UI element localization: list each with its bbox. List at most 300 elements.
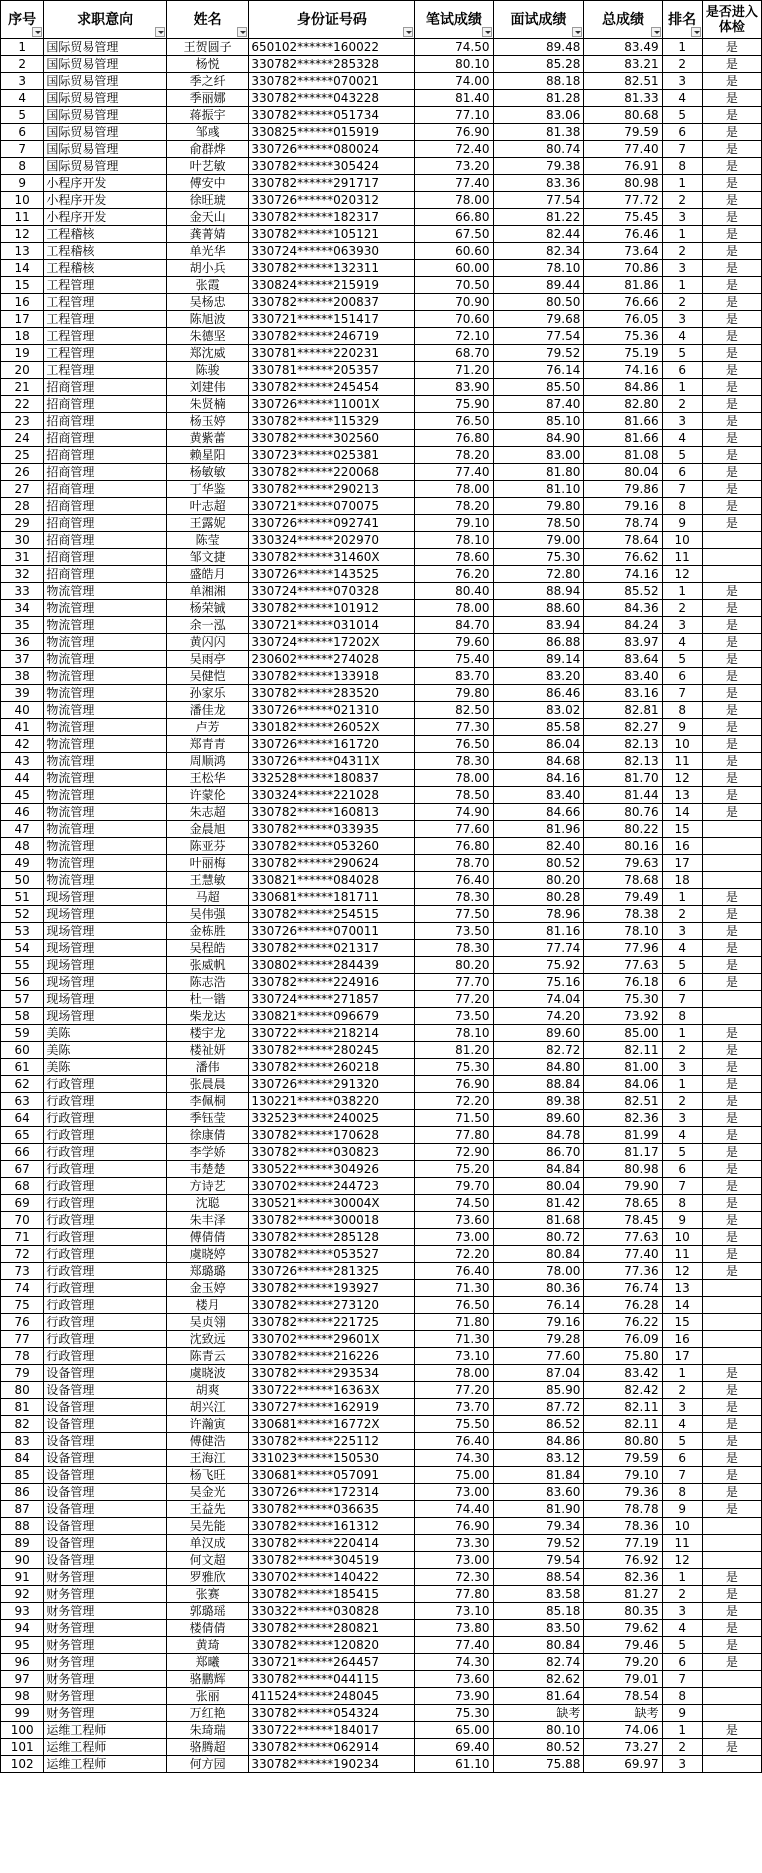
table-row (1, 532, 762, 549)
name-cell: 邹彧 (166, 124, 248, 141)
total-score-cell: 79.20 (584, 1654, 662, 1671)
id-number-cell: 332528******180837 (249, 770, 415, 787)
table-row (1, 1535, 762, 1552)
seq-cell: 35 (1, 617, 44, 634)
rank-cell: 2 (662, 396, 702, 413)
name-cell: 金天山 (166, 209, 248, 226)
position-cell: 设备管理 (44, 1518, 167, 1535)
total-score-cell: 82.11 (584, 1399, 662, 1416)
interview-score-cell: 79.52 (493, 1535, 584, 1552)
id-number-cell: 330782******293534 (249, 1365, 415, 1382)
written-score-cell: 78.00 (415, 481, 493, 498)
total-score-cell: 82.81 (584, 702, 662, 719)
rank-cell: 5 (662, 1144, 702, 1161)
physical-exam-cell (702, 991, 761, 1008)
interview-score-cell: 81.38 (493, 124, 584, 141)
name-cell: 郑曦 (166, 1654, 248, 1671)
table-row (1, 1450, 762, 1467)
total-score-cell: 76.46 (584, 226, 662, 243)
name-cell: 黄闪闪 (166, 634, 248, 651)
written-score-cell: 78.30 (415, 753, 493, 770)
seq-cell: 74 (1, 1280, 44, 1297)
written-score-cell: 75.20 (415, 1161, 493, 1178)
written-score-cell: 73.20 (415, 158, 493, 175)
name-cell: 俞群烨 (166, 141, 248, 158)
name-cell: 王海江 (166, 1450, 248, 1467)
physical-exam-cell (702, 872, 761, 889)
position-cell: 行政管理 (44, 1161, 167, 1178)
rank-cell: 9 (662, 719, 702, 736)
physical-exam-cell: 是 (702, 906, 761, 923)
position-cell: 招商管理 (44, 430, 167, 447)
rank-cell: 4 (662, 1620, 702, 1637)
table-row (1, 1297, 762, 1314)
id-number-cell: 330782******220068 (249, 464, 415, 481)
table-row (1, 549, 762, 566)
position-cell: 现场管理 (44, 957, 167, 974)
rank-cell: 10 (662, 1229, 702, 1246)
table-header (1, 1, 762, 39)
total-score-cell: 80.04 (584, 464, 662, 481)
table-row (1, 1229, 762, 1246)
interview-score-cell: 86.04 (493, 736, 584, 753)
id-number-cell: 330782******216226 (249, 1348, 415, 1365)
rank-cell: 3 (662, 1756, 702, 1773)
total-score-cell: 77.40 (584, 141, 662, 158)
rank-cell: 17 (662, 1348, 702, 1365)
written-score-cell: 78.10 (415, 532, 493, 549)
position-cell: 工程管理 (44, 311, 167, 328)
rank-cell: 5 (662, 447, 702, 464)
interview-score-cell: 83.00 (493, 447, 584, 464)
rank-cell: 1 (662, 277, 702, 294)
name-cell: 蒋振宇 (166, 107, 248, 124)
physical-exam-cell (702, 1671, 761, 1688)
written-score-cell: 60.00 (415, 260, 493, 277)
id-number-cell: 330782******283520 (249, 685, 415, 702)
physical-exam-cell: 是 (702, 923, 761, 940)
name-cell: 楼祉妍 (166, 1042, 248, 1059)
table-row (1, 1705, 762, 1722)
name-cell: 杨敏敏 (166, 464, 248, 481)
position-cell: 设备管理 (44, 1501, 167, 1518)
written-score-cell: 84.70 (415, 617, 493, 634)
table-row (1, 328, 762, 345)
interview-score-cell: 89.38 (493, 1093, 584, 1110)
id-number-cell: 330724******17202X (249, 634, 415, 651)
id-number-cell: 330825******015919 (249, 124, 415, 141)
rank-cell: 3 (662, 923, 702, 940)
name-cell: 单湘湘 (166, 583, 248, 600)
seq-cell: 70 (1, 1212, 44, 1229)
name-cell: 王露妮 (166, 515, 248, 532)
id-number-cell: 330726******143525 (249, 566, 415, 583)
interview-score-cell: 75.30 (493, 549, 584, 566)
position-cell: 物流管理 (44, 753, 167, 770)
name-cell: 许瀚寅 (166, 1416, 248, 1433)
rank-cell: 3 (662, 209, 702, 226)
seq-cell: 75 (1, 1297, 44, 1314)
written-score-cell: 74.30 (415, 1450, 493, 1467)
table-row (1, 1008, 762, 1025)
written-score-cell: 76.90 (415, 1518, 493, 1535)
interview-score-cell: 74.20 (493, 1008, 584, 1025)
interview-score-cell: 75.16 (493, 974, 584, 991)
position-cell: 设备管理 (44, 1399, 167, 1416)
position-cell: 行政管理 (44, 1280, 167, 1297)
table-row (1, 957, 762, 974)
rank-cell: 13 (662, 1280, 702, 1297)
table-row (1, 702, 762, 719)
name-cell: 沈致远 (166, 1331, 248, 1348)
written-score-cell: 77.80 (415, 1127, 493, 1144)
physical-exam-cell: 是 (702, 73, 761, 90)
rank-cell: 1 (662, 175, 702, 192)
interview-score-cell: 79.52 (493, 345, 584, 362)
physical-exam-cell: 是 (702, 1076, 761, 1093)
position-cell: 行政管理 (44, 1076, 167, 1093)
table-row (1, 1059, 762, 1076)
rank-cell: 11 (662, 549, 702, 566)
total-score-cell: 79.16 (584, 498, 662, 515)
filter-dropdown-icon[interactable] (403, 27, 413, 37)
interview-score-cell: 84.66 (493, 804, 584, 821)
table-row (1, 1025, 762, 1042)
total-score-cell: 80.22 (584, 821, 662, 838)
total-score-cell: 83.40 (584, 668, 662, 685)
table-row (1, 1671, 762, 1688)
rank-cell: 16 (662, 1331, 702, 1348)
interview-score-cell: 77.54 (493, 328, 584, 345)
physical-exam-cell: 是 (702, 719, 761, 736)
seq-cell: 92 (1, 1586, 44, 1603)
seq-cell: 15 (1, 277, 44, 294)
physical-exam-cell: 是 (702, 498, 761, 515)
seq-cell: 78 (1, 1348, 44, 1365)
interview-score-cell: 89.60 (493, 1110, 584, 1127)
written-score-cell: 74.50 (415, 1195, 493, 1212)
header-interview-score-label: 面试成绩 (510, 11, 567, 28)
name-cell: 叶丽梅 (166, 855, 248, 872)
interview-score-cell: 79.00 (493, 532, 584, 549)
total-score-cell: 83.97 (584, 634, 662, 651)
id-number-cell: 330726******04311X (249, 753, 415, 770)
id-number-cell: 330322******030828 (249, 1603, 415, 1620)
position-cell: 物流管理 (44, 634, 167, 651)
id-number-cell: 330782******245454 (249, 379, 415, 396)
total-score-cell: 75.36 (584, 328, 662, 345)
table-row (1, 226, 762, 243)
written-score-cell: 80.20 (415, 957, 493, 974)
name-cell: 潘佳龙 (166, 702, 248, 719)
seq-cell: 55 (1, 957, 44, 974)
written-score-cell: 75.30 (415, 1705, 493, 1722)
interview-score-cell: 79.28 (493, 1331, 584, 1348)
id-number-cell: 330782******053260 (249, 838, 415, 855)
table-row (1, 1399, 762, 1416)
id-number-cell: 330781******205357 (249, 362, 415, 379)
table-row (1, 668, 762, 685)
total-score-cell: 77.40 (584, 1246, 662, 1263)
written-score-cell: 72.40 (415, 141, 493, 158)
physical-exam-cell (702, 1297, 761, 1314)
total-score-cell: 79.36 (584, 1484, 662, 1501)
position-cell: 行政管理 (44, 1178, 167, 1195)
seq-cell: 38 (1, 668, 44, 685)
total-score-cell: 82.11 (584, 1416, 662, 1433)
position-cell: 物流管理 (44, 668, 167, 685)
rank-cell: 17 (662, 855, 702, 872)
seq-cell: 21 (1, 379, 44, 396)
position-cell: 工程管理 (44, 277, 167, 294)
interview-score-cell: 84.80 (493, 1059, 584, 1076)
name-cell: 卢芳 (166, 719, 248, 736)
interview-score-cell: 85.18 (493, 1603, 584, 1620)
physical-exam-cell: 是 (702, 1195, 761, 1212)
rank-cell: 7 (662, 685, 702, 702)
rank-cell: 6 (662, 124, 702, 141)
interview-score-cell: 80.20 (493, 872, 584, 889)
interview-score-cell: 80.84 (493, 1637, 584, 1654)
position-cell: 国际贸易管理 (44, 141, 167, 158)
position-cell: 财务管理 (44, 1586, 167, 1603)
rank-cell: 6 (662, 362, 702, 379)
position-cell: 行政管理 (44, 1110, 167, 1127)
position-cell: 行政管理 (44, 1314, 167, 1331)
physical-exam-cell: 是 (702, 277, 761, 294)
position-cell: 现场管理 (44, 923, 167, 940)
id-number-cell: 330726******11001X (249, 396, 415, 413)
rank-cell: 3 (662, 617, 702, 634)
total-score-cell: 81.86 (584, 277, 662, 294)
physical-exam-cell (702, 1518, 761, 1535)
table-row (1, 923, 762, 940)
interview-score-cell: 82.44 (493, 226, 584, 243)
filter-dropdown-icon[interactable] (651, 27, 661, 37)
position-cell: 小程序开发 (44, 192, 167, 209)
position-cell: 运维工程师 (44, 1756, 167, 1773)
position-cell: 现场管理 (44, 906, 167, 923)
id-number-cell: 330681******057091 (249, 1467, 415, 1484)
physical-exam-cell: 是 (702, 1620, 761, 1637)
written-score-cell: 77.40 (415, 464, 493, 481)
total-score-cell: 77.72 (584, 192, 662, 209)
id-number-cell: 330782******304519 (249, 1552, 415, 1569)
position-cell: 国际贸易管理 (44, 158, 167, 175)
interview-score-cell: 84.86 (493, 1433, 584, 1450)
position-cell: 行政管理 (44, 1263, 167, 1280)
seq-cell: 82 (1, 1416, 44, 1433)
filter-dropdown-icon[interactable] (482, 27, 492, 37)
seq-cell: 56 (1, 974, 44, 991)
total-score-cell: 81.17 (584, 1144, 662, 1161)
interview-score-cell: 81.84 (493, 1467, 584, 1484)
table-row (1, 294, 762, 311)
rank-cell: 4 (662, 1127, 702, 1144)
total-score-cell: 76.22 (584, 1314, 662, 1331)
rank-cell: 4 (662, 1416, 702, 1433)
rank-cell: 1 (662, 39, 702, 56)
filter-dropdown-icon[interactable] (572, 27, 582, 37)
written-score-cell: 76.40 (415, 1433, 493, 1450)
position-cell: 设备管理 (44, 1484, 167, 1501)
interview-score-cell: 81.80 (493, 464, 584, 481)
header-id-number (249, 1, 415, 39)
written-score-cell: 75.40 (415, 651, 493, 668)
written-score-cell: 71.50 (415, 1110, 493, 1127)
total-score-cell: 79.63 (584, 855, 662, 872)
rank-cell: 10 (662, 532, 702, 549)
rank-cell: 14 (662, 804, 702, 821)
table-row (1, 243, 762, 260)
physical-exam-cell: 是 (702, 1144, 761, 1161)
total-score-cell: 74.16 (584, 362, 662, 379)
seq-cell: 14 (1, 260, 44, 277)
interview-score-cell: 88.60 (493, 600, 584, 617)
id-number-cell: 230602******274028 (249, 651, 415, 668)
written-score-cell: 82.50 (415, 702, 493, 719)
table-row (1, 1501, 762, 1518)
id-number-cell: 330721******031014 (249, 617, 415, 634)
seq-cell: 18 (1, 328, 44, 345)
position-cell: 财务管理 (44, 1688, 167, 1705)
header-rank (662, 1, 702, 39)
id-number-cell: 330722******184017 (249, 1722, 415, 1739)
id-number-cell: 330782******161312 (249, 1518, 415, 1535)
interview-score-cell: 83.36 (493, 175, 584, 192)
rank-cell: 5 (662, 345, 702, 362)
written-score-cell: 83.90 (415, 379, 493, 396)
position-cell: 小程序开发 (44, 175, 167, 192)
name-cell: 赖星阳 (166, 447, 248, 464)
rank-cell: 2 (662, 56, 702, 73)
physical-exam-cell: 是 (702, 617, 761, 634)
interview-score-cell: 77.54 (493, 192, 584, 209)
seq-cell: 40 (1, 702, 44, 719)
physical-exam-cell: 是 (702, 1246, 761, 1263)
rank-cell: 11 (662, 1535, 702, 1552)
filter-dropdown-icon[interactable] (155, 27, 165, 37)
physical-exam-cell: 是 (702, 1739, 761, 1756)
physical-exam-cell: 是 (702, 1212, 761, 1229)
name-cell: 季钰莹 (166, 1110, 248, 1127)
position-cell: 行政管理 (44, 1093, 167, 1110)
filter-dropdown-icon[interactable] (691, 27, 701, 37)
total-score-cell: 81.27 (584, 1586, 662, 1603)
physical-exam-cell (702, 1331, 761, 1348)
id-number-cell: 330782******291717 (249, 175, 415, 192)
table-row (1, 1042, 762, 1059)
position-cell: 物流管理 (44, 685, 167, 702)
id-number-cell: 330802******284439 (249, 957, 415, 974)
table-row (1, 753, 762, 770)
interview-score-cell: 82.34 (493, 243, 584, 260)
name-cell: 张霞 (166, 277, 248, 294)
physical-exam-cell: 是 (702, 260, 761, 277)
table-row (1, 1076, 762, 1093)
seq-cell: 65 (1, 1127, 44, 1144)
interview-score-cell: 81.96 (493, 821, 584, 838)
total-score-cell: 82.13 (584, 753, 662, 770)
physical-exam-cell: 是 (702, 396, 761, 413)
total-score-cell: 79.59 (584, 1450, 662, 1467)
table-row (1, 770, 762, 787)
physical-exam-cell (702, 821, 761, 838)
id-number-cell: 330722******218214 (249, 1025, 415, 1042)
name-cell: 邹文捷 (166, 549, 248, 566)
seq-cell: 47 (1, 821, 44, 838)
id-number-cell: 330522******304926 (249, 1161, 415, 1178)
rank-cell: 3 (662, 1399, 702, 1416)
name-cell: 张丽 (166, 1688, 248, 1705)
seq-cell: 17 (1, 311, 44, 328)
filter-dropdown-icon[interactable] (32, 27, 42, 37)
written-score-cell: 76.50 (415, 413, 493, 430)
table-row (1, 1722, 762, 1739)
interview-score-cell: 77.74 (493, 940, 584, 957)
seq-cell: 102 (1, 1756, 44, 1773)
position-cell: 物流管理 (44, 855, 167, 872)
interview-score-cell: 80.84 (493, 1246, 584, 1263)
written-score-cell: 73.00 (415, 1552, 493, 1569)
seq-cell: 101 (1, 1739, 44, 1756)
table-row (1, 1739, 762, 1756)
rank-cell: 8 (662, 1484, 702, 1501)
written-score-cell: 73.50 (415, 923, 493, 940)
seq-cell: 62 (1, 1076, 44, 1093)
seq-cell: 5 (1, 107, 44, 124)
written-score-cell: 70.90 (415, 294, 493, 311)
id-number-cell: 330726******161720 (249, 736, 415, 753)
position-cell: 行政管理 (44, 1195, 167, 1212)
total-score-cell: 76.74 (584, 1280, 662, 1297)
written-score-cell: 73.00 (415, 1484, 493, 1501)
total-score-cell: 81.99 (584, 1127, 662, 1144)
position-cell: 招商管理 (44, 498, 167, 515)
seq-cell: 32 (1, 566, 44, 583)
filter-dropdown-icon[interactable] (237, 27, 247, 37)
id-number-cell: 330721******070075 (249, 498, 415, 515)
total-score-cell: 84.86 (584, 379, 662, 396)
interview-score-cell: 81.28 (493, 90, 584, 107)
name-cell: 刘建伟 (166, 379, 248, 396)
header-rank-label: 排名 (668, 11, 697, 28)
interview-score-cell: 86.52 (493, 1416, 584, 1433)
total-score-cell: 84.24 (584, 617, 662, 634)
total-score-cell: 76.91 (584, 158, 662, 175)
name-cell: 金晨旭 (166, 821, 248, 838)
written-score-cell: 74.50 (415, 39, 493, 56)
seq-cell: 63 (1, 1093, 44, 1110)
seq-cell: 20 (1, 362, 44, 379)
position-cell: 物流管理 (44, 651, 167, 668)
total-score-cell: 81.70 (584, 770, 662, 787)
physical-exam-cell (702, 1314, 761, 1331)
id-number-cell: 330782******043228 (249, 90, 415, 107)
rank-cell: 6 (662, 464, 702, 481)
position-cell: 设备管理 (44, 1552, 167, 1569)
header-seq (1, 1, 44, 39)
physical-exam-cell (702, 1688, 761, 1705)
id-number-cell: 330723******025381 (249, 447, 415, 464)
position-cell: 国际贸易管理 (44, 39, 167, 56)
interview-score-cell: 86.46 (493, 685, 584, 702)
name-cell: 龚菁婧 (166, 226, 248, 243)
seq-cell: 8 (1, 158, 44, 175)
rank-cell: 1 (662, 379, 702, 396)
header-interview-score (493, 1, 584, 39)
name-cell: 吴程皓 (166, 940, 248, 957)
